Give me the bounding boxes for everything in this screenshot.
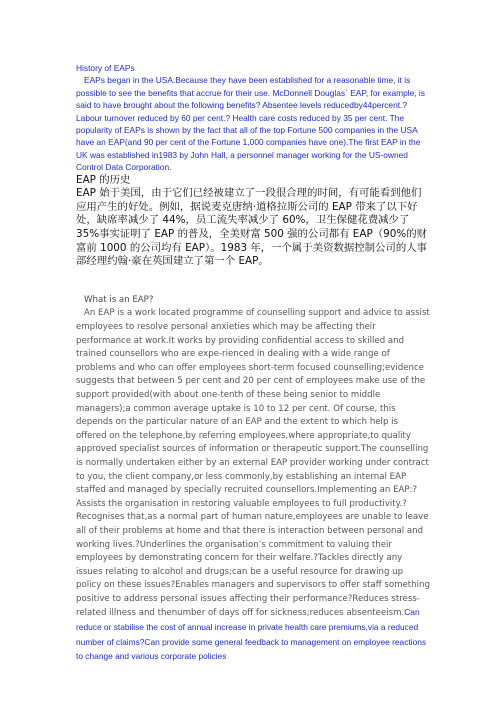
history-zh-title: EAP 的历史 — [76, 173, 131, 186]
section-gap — [76, 269, 430, 294]
what-body-text: An EAP is a work located programme of counselling support and advice to assist employees to resolve personal anxieties which may be affecting their performance at work.It works by providing confidential access to skilled and trained counsellors who are expe-rienced in dealing with a wide range of problems and who can offer employees short-term focused counselling;evidence suggests that between 5 per cent and 20 per cent of employees make use of the support provided(with about one-tenth of these being senior to middle managers);a common average uptake is 10 to 12 per cent. Of course, this depends on the particular nature of an EAP and the extent to which help is offered on the telephone,by referring employees,where appropriate,to quality approved specialist sources of information or therapeutic support.The counselling is normally undertaken either by an external EAP provider working under contract to you, the client company,or less commonly,by establishing an internal EAP staffed and managed by specially recruited counsellors.Implementing an EAP:?Assists the organisation in restoring valuable employees to full productivity.?Recognises that,as a normal part of human nature,employees are unable to leave all of their problems at home and that there is interaction between personal and working lives.?Underlines the organisation’s commitment to valuing their employees by demonstrating concern for their welfare.?Tackles directly any issues relating to alcohol and drugs;can be a useful resource for drawing up policy on these issues?Enables managers and supervisors to offer staff something positive to address personal issues affecting their performance?Reduces stress-related illness and thenumber of days off for sickness;reduces absenteeism. — [76, 308, 430, 619]
what-body — [76, 307, 430, 664]
history-title: History of EAPs — [76, 63, 135, 73]
what-title: What is an EAP? — [84, 294, 154, 305]
history-body: EAPs began in the USA.Because they have been established for a reasonable time, it is possible to see the benefits that accrue for their use. McDonnell Douglas` EAP, for example, is said to have brought about the following benefits? Absentee levels reducedby44percent.?Labour turnover reduced by 60 per cent.? Health care costs reduced by 35 per cent. The popularity of EAPs is shown by the fact that all of the top Fortune 500 companies in the USA have an EAP(and 90 per cent of the Fortune 1,000 companies have one).The first EAP in the UK was established in1983 by John Hall, a personnel manager working for the US-owned Control Data Corporation. — [76, 75, 425, 173]
what-body-tail: Can reduce or stabilise the cost of annual increase in private health care premiums,via a reduced number of claims?Can provide some general feedback to management on employee reactions to change and various corporate policies — [76, 607, 427, 662]
history-zh-body: EAP 始于美国，由于它们已经被建立了一段很合理的时间，有可能看到他们应用产生的好处。例如，据说麦克唐纳·道格拉斯公司的 EAP 带来了以下好处，缺席率减少了 44%，员工流失率减少了 60%，卫生保健花费减少了 35%事实证明了 EAP 的普及，全美财富 500 强的公司都有 EAP（90%的财富前 1000 的公司均有 EAP）。1983 年，一个属于美资数据控制公司的人事部经理约翰·豪在英国建立了第一个 EAP。 — [76, 187, 428, 268]
